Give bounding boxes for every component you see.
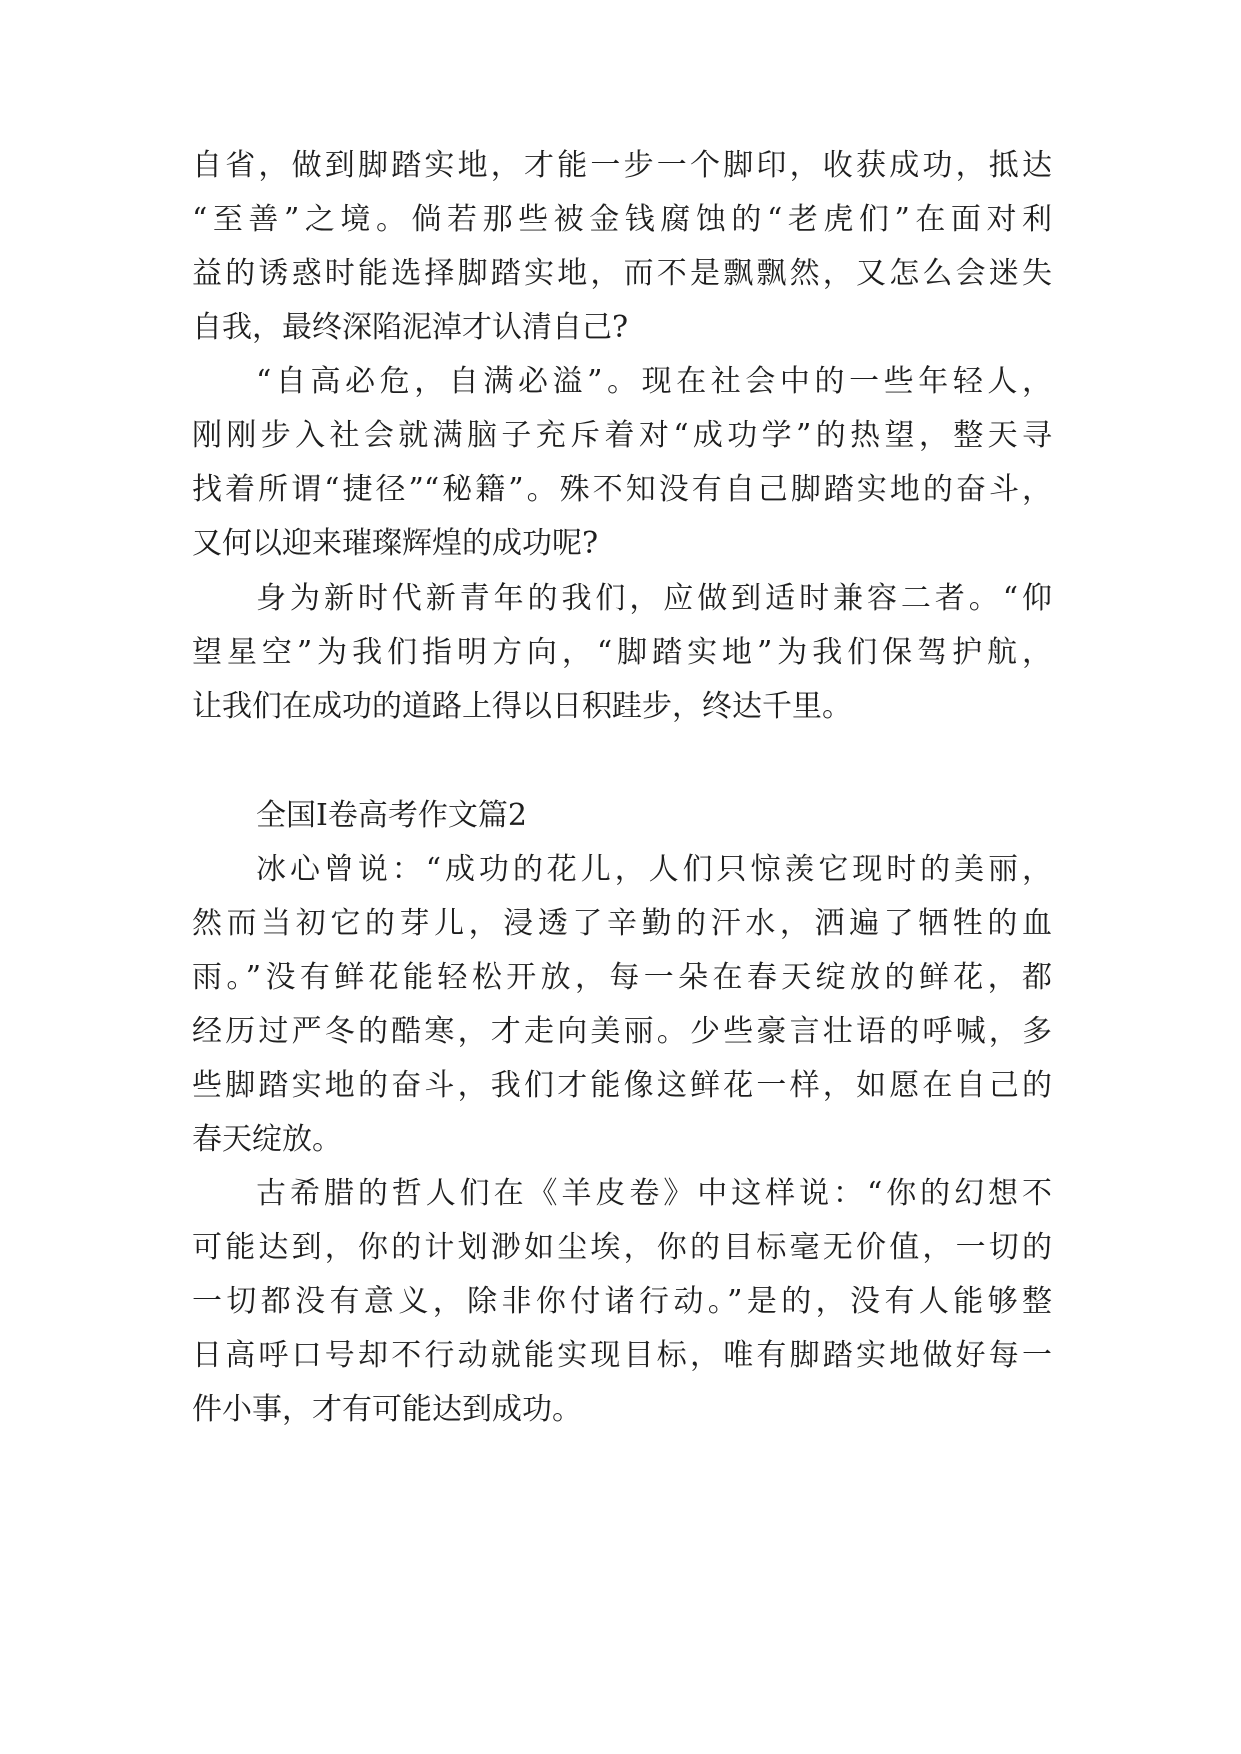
text-line: 找着所谓“捷径”“秘籍”。殊不知没有自己脚踏实地的奋斗， xyxy=(192,472,1052,507)
text-line: 望星空”为我们指明方向，“脚踏实地”为我们保驾护航， xyxy=(192,635,1052,670)
text-line: 身为新时代新青年的我们，应做到适时兼容二者。“仰 xyxy=(256,581,1052,616)
text-line: 雨。”没有鲜花能轻松开放，每一朵在春天绽放的鲜花，都 xyxy=(192,960,1052,995)
text-line: “至善”之境。倘若那些被金钱腐蚀的“老虎们”在面对利 xyxy=(192,202,1052,237)
text-line: 些脚踏实地的奋斗，我们才能像这鲜花一样，如愿在自己的 xyxy=(192,1068,1052,1103)
text-line: 让我们在成功的道路上得以日积跬步，终达千里。 xyxy=(192,689,852,724)
text-line: 又何以迎来璀璨辉煌的成功呢? xyxy=(192,526,599,561)
text-line: 春天绽放。 xyxy=(192,1122,342,1157)
text-line: 可能达到，你的计划渺如尘埃，你的目标毫无价值，一切的 xyxy=(192,1230,1052,1265)
text-line: 然而当初它的芽儿，浸透了辛勤的汗水，洒遍了牺牲的血 xyxy=(192,906,1052,941)
text-line: 古希腊的哲人们在《羊皮卷》中这样说：“你的幻想不 xyxy=(256,1176,1052,1211)
text-line: 冰心曾说：“成功的花儿，人们只惊羡它现时的美丽， xyxy=(256,852,1052,887)
text-line: 自我，最终深陷泥淖才认清自己? xyxy=(192,310,629,345)
text-line: 件小事，才有可能达到成功。 xyxy=(192,1392,582,1427)
text-line: 日高呼口号却不行动就能实现目标，唯有脚踏实地做好每一 xyxy=(192,1338,1052,1373)
text-line: 经历过严冬的酷寒，才走向美丽。少些豪言壮语的呼喊，多 xyxy=(192,1014,1052,1049)
text-line: 益的诱惑时能选择脚踏实地，而不是飘飘然，又怎么会迷失 xyxy=(192,256,1052,291)
text-line: 自省，做到脚踏实地，才能一步一个脚印，收获成功，抵达 xyxy=(192,148,1052,183)
text-line: 刚刚步入社会就满脑子充斥着对“成功学”的热望，整天寻 xyxy=(192,418,1052,453)
text-line: “自高必危，自满必溢”。现在社会中的一些年轻人， xyxy=(256,364,1052,399)
text-line: 一切都没有意义，除非你付诸行动。”是的，没有人能够整 xyxy=(192,1284,1052,1319)
section-heading: 全国Ⅰ卷高考作文篇2 xyxy=(256,798,527,833)
